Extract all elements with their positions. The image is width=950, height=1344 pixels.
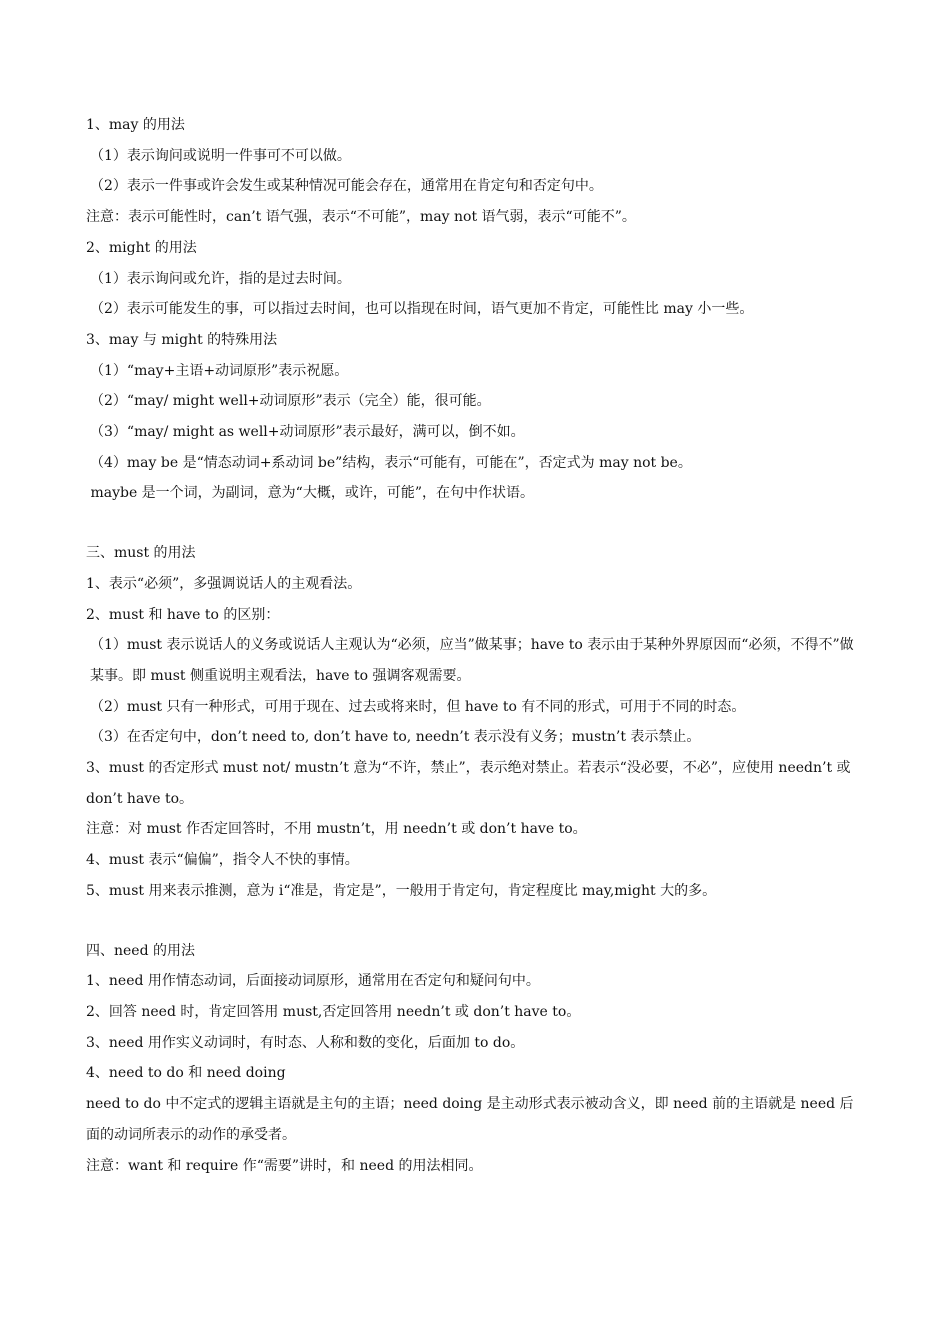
- must-item-2-3: （3）在否定句中，don’t need to, don’t have to, needn’t 表示没有义务；mustn’t 表示禁止。: [90, 729, 701, 746]
- special-usage-item-4: （4）may be 是“情态动词+系动词 be”结构，表示“可能有，可能在”，否定式为 may not be。: [90, 454, 692, 471]
- heading-must-usage: 三、must 的用法: [86, 545, 196, 562]
- must-item-3: 3、must 的否定形式 must not/ mustn’t 意为“不许，禁止”，表示绝对禁止。若表示“没必要，不必”，应使用 needn’t 或 don’t have to。: [86, 760, 851, 807]
- need-item-4: 4、need to do 和 need doing: [86, 1065, 286, 1082]
- special-usage-item-1: （1）“may+主语+动词原形”表示祝愿。: [90, 362, 349, 379]
- may-usage-note: 注意：表示可能性时，can’t 语气强，表示“不可能”，may not 语气弱，表示“可能不”。: [86, 209, 636, 226]
- must-note: 注意：对 must 作否定回答时，不用 mustn’t，用 needn’t 或 don’t have to。: [86, 821, 587, 838]
- maybe-note: maybe 是一个词，为副词，意为“大概，或许，可能”，在句中作状语。: [86, 485, 534, 502]
- must-item-1: 1、表示“必须”，多强调说话人的主观看法。: [86, 575, 362, 592]
- heading-might-usage: 2、might 的用法: [86, 239, 197, 256]
- special-usage-item-3: （3）“may/ might as well+动词原形”表示最好，满可以，倒不如。: [90, 424, 525, 441]
- heading-may-might-special: 3、may 与 might 的特殊用法: [86, 331, 278, 348]
- must-item-2: 2、must 和 have to 的区别：: [86, 606, 280, 623]
- might-usage-item-2: （2）表示可能发生的事，可以指过去时间，也可以指现在时间，语气更加不肯定，可能性比 may 小一些。: [90, 301, 754, 318]
- need-item-3: 3、need 用作实义动词时，有时态、人称和数的变化，后面加 to do。: [86, 1034, 525, 1051]
- need-note: 注意：want 和 require 作“需要”讲时，和 need 的用法相同。: [86, 1157, 483, 1174]
- might-usage-item-1: （1）表示询问或允许，指的是过去时间。: [90, 270, 351, 287]
- section-gap: [86, 907, 866, 936]
- need-item-4-text: need to do 中不定式的逻辑主语就是主句的主语；need doing 是主动形式表示被动含义，即 need 前的主语就是 need 后面的动词所表示的动作的承受者。: [86, 1096, 854, 1143]
- need-item-2: 2、回答 need 时，肯定回答用 must,否定回答用 needn’t 或 don’t have to。: [86, 1003, 581, 1020]
- may-usage-item-1: （1）表示询问或说明一件事可不可以做。: [90, 147, 351, 164]
- section-gap: [86, 509, 866, 538]
- must-item-4: 4、must 表示“偏偏”，指令人不快的事情。: [86, 852, 359, 869]
- may-usage-item-2: （2）表示一件事或许会发生或某种情况可能会存在，通常用在肯定句和否定句中。: [90, 178, 603, 195]
- must-item-2-1: （1）must 表示说话人的义务或说话人主观认为“必须，应当”做某事；have to 表示由于某种外界原因而“必须，不得不”做某事。即 must 侧重说明主观看法，have to 强调客观需要。: [90, 637, 854, 684]
- must-item-5: 5、must 用来表示推测，意为 i“准是，肯定是”，一般用于肯定句，肯定程度比 may,might 大的多。: [86, 882, 717, 899]
- need-item-1: 1、need 用作情态动词，后面接动词原形，通常用在否定句和疑问句中。: [86, 973, 540, 990]
- heading-may-usage: 1、may 的用法: [86, 117, 185, 133]
- special-usage-item-2: （2）“may/ might well+动词原形”表示（完全）能，很可能。: [90, 393, 491, 410]
- must-item-2-2: （2）must 只有一种形式，可用于现在、过去或将来时，但 have to 有不同的形式，可用于不同的时态。: [90, 698, 746, 715]
- heading-need-usage: 四、need 的用法: [86, 942, 195, 959]
- document-body: [86, 110, 866, 1181]
